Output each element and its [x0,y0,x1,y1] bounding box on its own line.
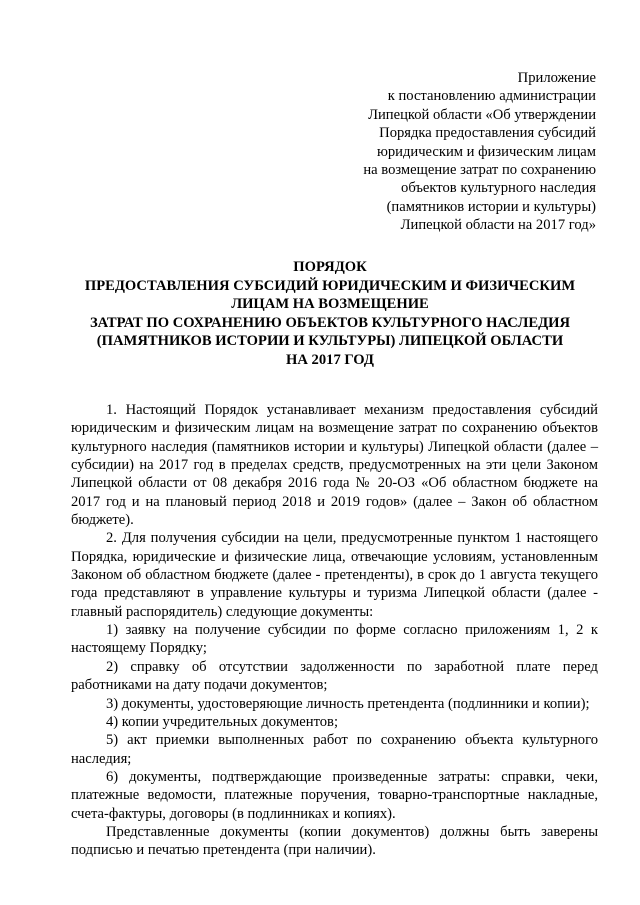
list-item-6: 6) документы, подтверждающие произведенные затраты: справки, чеки, платежные ведомости, платежные поручения, товарно-транспортные накладные, счета-фактуры, договоры (в подлинниках и копиях). [71,768,598,822]
appendix-line: Приложение [517,70,596,86]
appendix-line: Порядка предоставления субсидий [379,125,596,142]
title-line: ПРЕДОСТАВЛЕНИЯ СУБСИДИЙ ЮРИДИЧЕСКИМ И ФИЗИЧЕСКИМ [84,277,576,294]
appendix-line: объектов культурного наследия [401,180,596,197]
list-item-3: 3) документы, удостоверяющие личность претендента (подлинники и копии); [106,695,590,712]
appendix-line: (памятников истории и культуры) [386,198,596,215]
paragraph-1: 1. Настоящий Порядок устанавливает механизм предоставления субсидий юридическим и физическим лицам на возмещение затрат по сохранению объектов культурного наследия (памятников истории и культуры) Липецкой области (далее – субсидии) на 2017 год в пределах средств, предусмотренных на эти цели Законом Липецкой области от 08 декабря 2016 года № 20-ОЗ «Об областном бюджете на 2017 год и на плановый период 2018 и 2019 годов» (далее – Закон об областном бюджете). [71,402,598,529]
list-item-2: 2) справку об отсутствии задолженности по заработной плате перед работниками на дату подачи документов; [71,658,598,694]
title-line: НА 2017 ГОД [286,351,374,368]
paragraph-2: 2. Для получения субсидии на цели, предусмотренные пунктом 1 настоящего Порядка, юридические и физические лица, отвечающие условиям, установленным Законом об областном бюджете (далее - претенденты), в срок до 1 августа текущего года представляют в управление культуры и туризма Липецкой области (далее - главный распорядитель) следующие документы: [71,530,598,620]
paragraph-closing: Представленные документы (копии документов) должны быть заверены подписью и печатью претендента (при наличии). [71,823,598,859]
appendix-line: на возмещение затрат по сохранению [363,162,596,179]
title-line: ЗАТРАТ ПО СОХРАНЕНИЮ ОБЪЕКТОВ КУЛЬТУРНОГО НАСЛЕДИЯ [89,314,571,331]
title-line: (ПАМЯТНИКОВ ИСТОРИИ И КУЛЬТУРЫ) ЛИПЕЦКОЙ ОБЛАСТИ [96,333,564,350]
appendix-line: Липецкой области «Об утверждении [368,106,596,123]
appendix-line: юридическим и физическим лицам [376,143,596,160]
title-line: ЛИЦАМ НА ВОЗМЕЩЕНИЕ [231,296,429,313]
list-item-4: 4) копии учредительных документов; [106,713,338,730]
appendix-line: Липецкой области на 2017 год» [400,217,596,234]
appendix-line: к постановлению администрации [387,88,596,105]
list-item-1: 1) заявку на получение субсидии по форме согласно приложениям 1, 2 к настоящему Порядку; [71,622,598,657]
list-item-5: 5) акт приемки выполненных работ по сохранению объекта культурного наследия; [71,732,598,767]
document-title [60,258,600,370]
document-body [71,401,598,860]
appendix-block [300,69,596,235]
title-line: ПОРЯДОК [293,259,367,275]
